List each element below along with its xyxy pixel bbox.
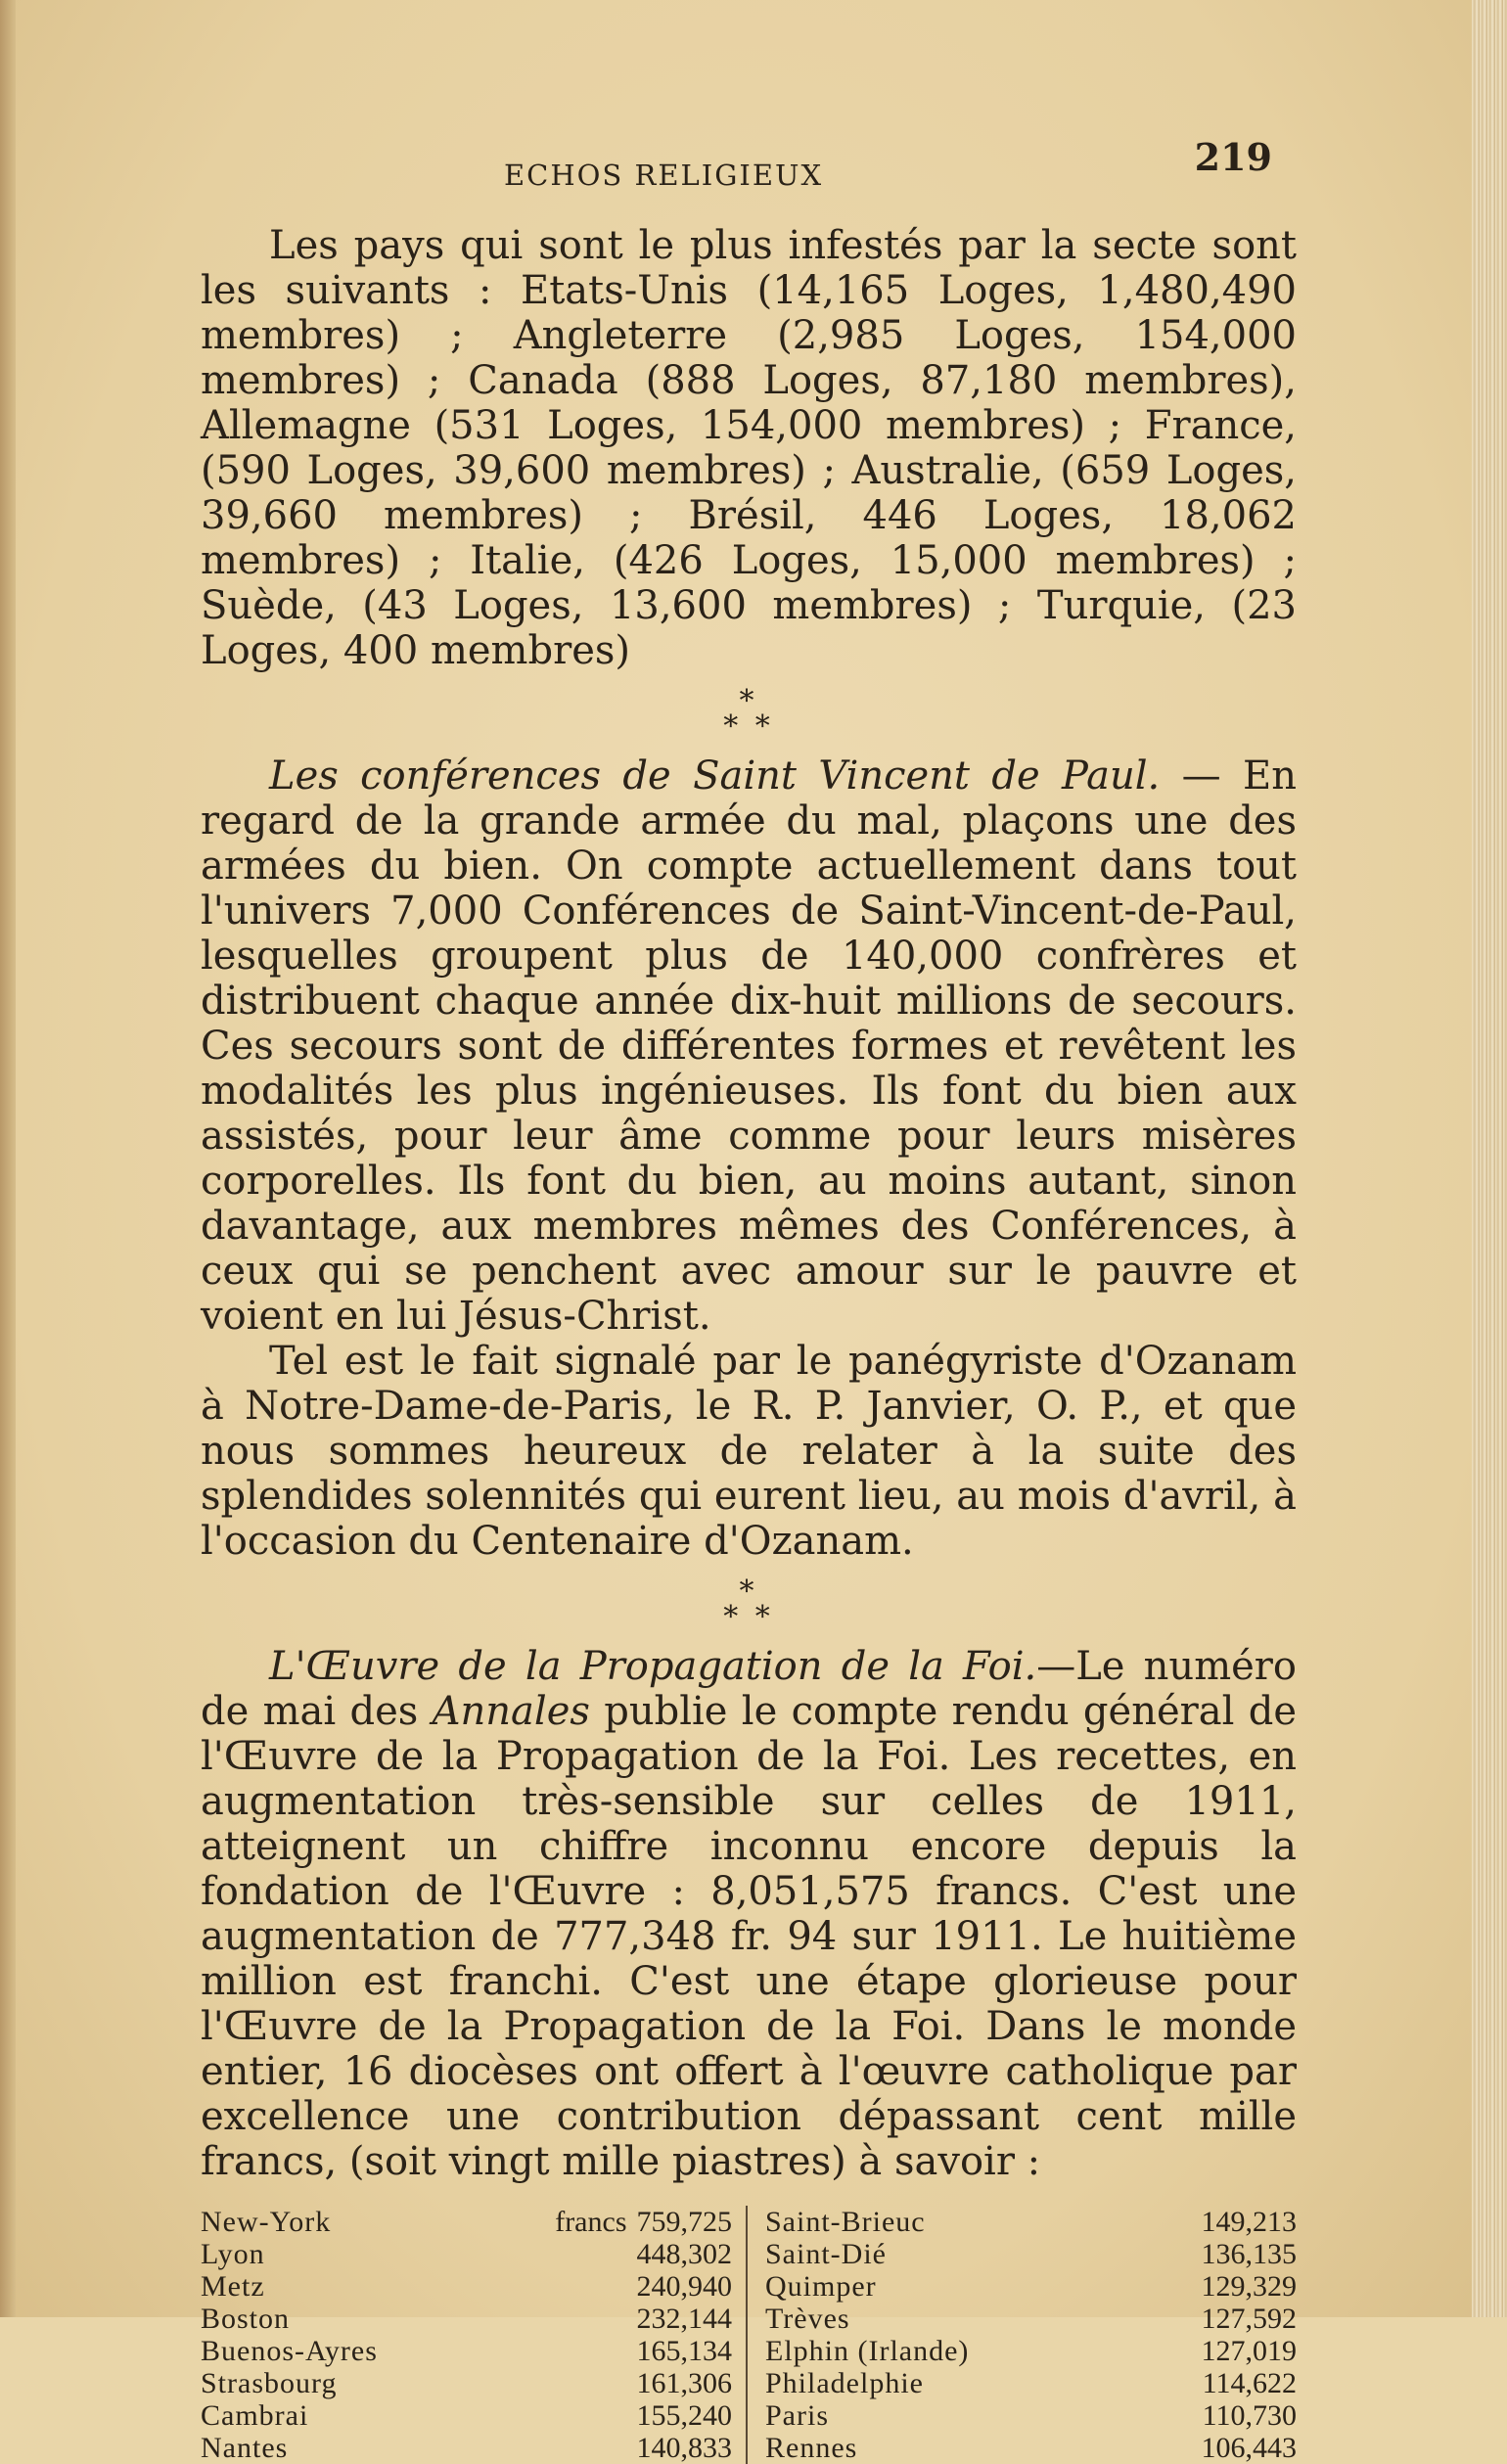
paragraph-saint-vincent xyxy=(201,753,1297,1339)
paragraph-masonic-lodges: Les pays qui sont le plus infestés par la secte sont les suivants : Etats-Unis (14,165 Loges, 1,480,490 membres) ; Angleterre (2,985 Loges, 154,000 membres) ; Canada (888 Loges, 87,180 membres), Allemagne (531 Loges, 154,000 membres) ; France, (590 Loges, 39,600 membres) ; Australie, (659 Loges, 39,660 membres) ; Brésil, 446 Loges, 18,062 membres) ; Italie, (426 Loges, 15,000 membres) ; Suède, (43 Loges, 13,600 membres) ; Turquie, (23 Loges, 400 membres) xyxy=(201,223,1297,673)
annales-title: Annales xyxy=(432,1689,590,1734)
separator-stars-bottom: * * xyxy=(723,709,774,744)
diocese-column-right xyxy=(748,2206,1297,2464)
diocese-column-left xyxy=(201,2206,748,2464)
diocese-amount: 759,725 xyxy=(636,2206,732,2238)
section-separator-2 xyxy=(201,1574,1297,1634)
diocese-name: Strasbourg xyxy=(201,2367,338,2399)
table-row xyxy=(765,2303,1297,2335)
page-left-edge xyxy=(0,0,16,2317)
diocese-amount: 149,213 xyxy=(1201,2206,1297,2238)
diocese-name: Cambrai xyxy=(201,2399,309,2432)
section-heading-propagation-foi: L'Œuvre de la Propagation de la Foi. xyxy=(269,1644,1037,1689)
table-row xyxy=(765,2335,1297,2367)
diocese-name: Metz xyxy=(201,2270,265,2303)
table-row xyxy=(201,2335,732,2367)
diocese-amount: 127,019 xyxy=(1201,2335,1297,2367)
running-head xyxy=(201,127,1297,196)
diocese-name: Saint-Dié xyxy=(765,2238,887,2270)
running-title: ECHOS RELIGIEUX xyxy=(504,159,824,192)
diocese-name: Lyon xyxy=(201,2238,265,2270)
diocese-amount: 140,833 xyxy=(636,2432,732,2464)
table-row xyxy=(765,2206,1297,2238)
diocese-amount: 129,329 xyxy=(1201,2270,1297,2303)
page-number: 219 xyxy=(1194,135,1272,179)
separator-star-top: * xyxy=(739,684,758,718)
diocese-amount: 127,592 xyxy=(1201,2303,1297,2335)
diocese-amount: 448,302 xyxy=(636,2238,732,2270)
diocese-name: Saint-Brieuc xyxy=(765,2206,926,2238)
diocese-amount: 136,135 xyxy=(1201,2238,1297,2270)
diocese-amount: 240,940 xyxy=(636,2270,732,2303)
table-row xyxy=(201,2399,732,2432)
diocese-contributions-table xyxy=(201,2206,1297,2464)
table-row xyxy=(765,2238,1297,2270)
table-row xyxy=(201,2303,732,2335)
currency-label: francs xyxy=(555,2206,627,2238)
diocese-amount: 106,443 xyxy=(1201,2432,1297,2464)
paragraph-propagation-foi xyxy=(201,1644,1297,2184)
table-row xyxy=(201,2270,732,2303)
diocese-name: Philadelphie xyxy=(765,2367,924,2399)
diocese-name: New-York xyxy=(201,2206,332,2238)
separator-stars-bottom: * * xyxy=(723,1600,774,1634)
table-row xyxy=(765,2270,1297,2303)
paragraph-propagation-body-a: —Le numéro de mai des xyxy=(201,1644,1297,1734)
table-row xyxy=(201,2367,732,2399)
table-row xyxy=(765,2367,1297,2399)
section-heading-saint-vincent: Les conférences de Saint Vincent de Paul. xyxy=(269,753,1161,799)
table-row xyxy=(201,2238,732,2270)
paragraph-saint-vincent-body: — En regard de la grande armée du mal, plaçons une des armées du bien. On compte actuellement dans tout l'univers 7,000 Conférences de Saint-Vincent-de-Paul, lesquelles groupent plus de 140,000 confrères et distribuent chaque année dix-huit millions de secours. Ces secours sont de différentes formes et revêtent les modalités les plus ingénieuses. Ils font du bien aux assistés, pour leur âme comme pour leurs misères corporelles. Ils font du bien, au moins autant, sinon davantage, aux membres mêmes des Conférences, à ceux qui se penchent avec amour sur le pauvre et voient en lui Jésus-Christ. xyxy=(201,753,1297,1339)
table-row xyxy=(765,2432,1297,2464)
diocese-name: Nantes xyxy=(201,2432,289,2464)
paragraph-propagation-body-b: publie le compte rendu général de l'Œuvre de la Propagation de la Foi. Les recettes, en augmentation très-sensible sur celles de 1911, atteignent un chiffre inconnu encore depuis la fondation de l'Œuvre : 8,051,575 francs. C'est une augmentation de 777,348 fr. 94 sur 1911. Le huitième million est franchi. C'est une étape glorieuse pour l'Œuvre de la Propagation de la Foi. Dans le monde entier, 16 diocèses ont offert à l'œuvre catholique par excellence une contribution dépassant cent mille francs, (soit vingt mille piastres) à savoir : xyxy=(201,1689,1297,2184)
diocese-amount: 114,622 xyxy=(1202,2367,1297,2399)
diocese-name: Boston xyxy=(201,2303,291,2335)
paragraph-ozanam: Tel est le fait signalé par le panégyriste d'Ozanam à Notre-Dame-de-Paris, le R. P. Janvier, O. P., et que nous sommes heureux de relater à la suite des splendides solennités qui eurent lieu, au mois d'avril, à l'occasion du Centenaire d'Ozanam. xyxy=(201,1339,1297,1564)
diocese-name: Rennes xyxy=(765,2432,858,2464)
diocese-amount: 232,144 xyxy=(636,2303,732,2335)
diocese-amount: 155,240 xyxy=(636,2399,732,2432)
separator-star-top: * xyxy=(739,1574,758,1609)
page-right-edge xyxy=(1472,0,1507,2317)
diocese-name: Buenos-Ayres xyxy=(201,2335,378,2367)
diocese-amount: 165,134 xyxy=(636,2335,732,2367)
diocese-amount: 110,730 xyxy=(1202,2399,1297,2432)
section-separator-1 xyxy=(201,684,1297,744)
table-row xyxy=(765,2399,1297,2432)
diocese-name: Paris xyxy=(765,2399,829,2432)
diocese-name: Elphin (Irlande) xyxy=(765,2335,970,2367)
page-content xyxy=(201,127,1297,2464)
table-row xyxy=(201,2432,732,2464)
table-row xyxy=(201,2206,732,2238)
diocese-name: Trèves xyxy=(765,2303,850,2335)
diocese-name: Quimper xyxy=(765,2270,877,2303)
diocese-amount: 161,306 xyxy=(636,2367,732,2399)
